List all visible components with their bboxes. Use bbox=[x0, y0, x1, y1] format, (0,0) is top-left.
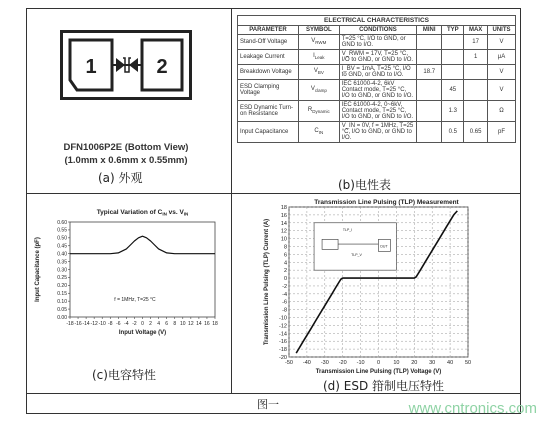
cell-unit: pF bbox=[488, 122, 516, 143]
cell-param: Stand-Off Voltage bbox=[238, 35, 299, 50]
cell-min: 18.7 bbox=[417, 65, 442, 80]
header-typ: TYP bbox=[442, 26, 464, 35]
table-row bbox=[238, 35, 516, 50]
x-tick-label: -4 bbox=[124, 321, 129, 327]
inset-label-tlp-v: TLP_V bbox=[351, 252, 362, 257]
x-tick-label: 18 bbox=[212, 321, 218, 327]
chart-title: Typical Variation of $C_{IN}$ vs. $V_{IN}$ bbox=[96, 209, 189, 217]
cell-unit: Ω bbox=[488, 101, 516, 122]
x-tick-label: 10 bbox=[179, 321, 186, 327]
y-tick-label: 8 bbox=[283, 244, 287, 251]
x-tick-label: 4 bbox=[157, 321, 161, 327]
cell-param: Input Capacitance bbox=[238, 122, 299, 143]
cell-min bbox=[417, 122, 442, 143]
cell-min bbox=[417, 101, 442, 122]
header-conditions: CONDITIONS bbox=[339, 26, 416, 35]
y-tick-label: 0.05 bbox=[57, 306, 67, 313]
y-tick-label: 0.15 bbox=[57, 291, 67, 298]
header-parameter: PARAMETER bbox=[238, 26, 299, 35]
cell-symbol: $V_{clamp}$ bbox=[298, 80, 339, 101]
cell-typ bbox=[442, 65, 464, 80]
y-tick-label: 0 bbox=[283, 276, 287, 283]
table-row bbox=[238, 101, 516, 122]
table-row bbox=[238, 80, 516, 101]
cell-typ: 45 bbox=[442, 80, 464, 101]
table-row bbox=[238, 65, 516, 80]
y-tick-label: 0.40 bbox=[57, 251, 67, 258]
cell-max: 0.65 bbox=[464, 122, 488, 143]
x-tick-label: -40 bbox=[302, 360, 311, 366]
tlp-schematic-inset bbox=[314, 223, 396, 270]
x-tick-label: -10 bbox=[98, 321, 106, 327]
y-tick-label: 0.00 bbox=[57, 314, 67, 321]
y-tick-label: 0.30 bbox=[57, 267, 67, 274]
cell-max bbox=[464, 80, 488, 101]
x-tick-label: -20 bbox=[338, 360, 347, 366]
cell-cond: V_RWM = 17V, T=25 °C, I/O to GND, or GND to I/O. bbox=[339, 50, 416, 65]
cell-symbol: $R_{Dynamic}$ bbox=[298, 101, 339, 122]
y-axis-label: Transmission Line Pulsing (TLP) Current (A) bbox=[264, 218, 270, 346]
cell-symbol: $C_{IN}$ bbox=[298, 122, 339, 143]
y-tick-label: 16 bbox=[280, 212, 287, 219]
y-tick-label: -8 bbox=[282, 307, 287, 314]
y-tick-label: -2 bbox=[282, 283, 287, 290]
x-tick-label: 10 bbox=[393, 360, 400, 366]
cell-unit: V bbox=[488, 35, 516, 50]
cell-typ bbox=[442, 50, 464, 65]
y-tick-label: 0.10 bbox=[57, 298, 67, 305]
caption-row-divider bbox=[26, 393, 521, 394]
x-axis-label: Transmission Line Pulsing (TLP) Voltage (V) bbox=[315, 369, 442, 375]
cell-max bbox=[464, 65, 488, 80]
cell-max bbox=[464, 101, 488, 122]
y-tick-label: 0.60 bbox=[57, 219, 67, 226]
cell-max: 1 bbox=[464, 50, 488, 65]
table-title: ELECTRICAL CHARACTERISTICS bbox=[238, 16, 516, 26]
watermark: www.cntronics.com bbox=[408, 400, 537, 417]
package-title: DFN1006P2E (Bottom View) bbox=[63, 142, 189, 153]
y-tick-label: -6 bbox=[282, 299, 287, 306]
x-tick-label: -50 bbox=[285, 360, 293, 366]
panel-b-caption: (b)电性表 bbox=[338, 178, 391, 192]
x-tick-label: 14 bbox=[196, 321, 202, 327]
x-tick-label: -2 bbox=[132, 321, 137, 327]
cell-symbol: $V_{BV}$ bbox=[298, 65, 339, 80]
x-tick-label: 0 bbox=[376, 360, 381, 366]
frame-horizontal-divider bbox=[26, 193, 521, 194]
cell-param: Breakdown Voltage bbox=[238, 65, 299, 80]
cell-cond: V_IN = 0V, f = 1MHz, T=25 °C, I/O to GND, or GND to I/O. bbox=[339, 122, 416, 143]
cell-max: 17 bbox=[464, 35, 488, 50]
y-tick-label: 0.45 bbox=[57, 243, 67, 250]
x-tick-label: 16 bbox=[204, 321, 210, 327]
inset-label-tlp-i: TLP_I bbox=[342, 227, 353, 232]
y-tick-label: 4 bbox=[283, 260, 287, 267]
table-row bbox=[238, 50, 516, 65]
header-max: MAX bbox=[464, 26, 488, 35]
header-min: MINI bbox=[417, 26, 442, 35]
y-tick-label: -12 bbox=[279, 323, 287, 330]
x-tick-label: -6 bbox=[116, 321, 121, 327]
header-symbol: SYMBOL bbox=[298, 26, 339, 35]
x-tick-label: -12 bbox=[90, 321, 98, 327]
panel-a-caption: (a) 外观 bbox=[98, 171, 143, 185]
x-axis-label: Input Voltage (V) bbox=[118, 330, 167, 336]
cell-typ bbox=[442, 35, 464, 50]
cell-min bbox=[417, 50, 442, 65]
y-tick-label: 0.35 bbox=[57, 259, 67, 266]
cell-symbol: $V_{RWM}$ bbox=[298, 35, 339, 50]
package-drawing bbox=[60, 30, 192, 100]
chart-title: Transmission Line Pulsing (TLP) Measurement bbox=[314, 199, 459, 206]
cell-param: ESD Clamping Voltage bbox=[238, 80, 299, 101]
y-tick-label: -20 bbox=[279, 355, 287, 361]
pulse-source-box bbox=[322, 239, 338, 249]
x-tick-label: 50 bbox=[464, 360, 472, 366]
panel-c-caption: (c)电容特性 bbox=[92, 368, 156, 382]
y-tick-label: 10 bbox=[280, 236, 287, 243]
pin1-label: 1 bbox=[85, 56, 97, 78]
cell-cond: T=25 °C, I/O to GND, or GND to I/O. bbox=[339, 35, 416, 50]
x-tick-label: -8 bbox=[108, 321, 113, 327]
y-tick-label: 18 bbox=[280, 205, 287, 211]
x-tick-label: 8 bbox=[173, 321, 177, 327]
x-tick-label: -18 bbox=[66, 321, 74, 327]
table-row bbox=[238, 122, 516, 143]
cell-unit: V bbox=[488, 80, 516, 101]
x-tick-label: 12 bbox=[188, 321, 194, 327]
x-tick-label: 0 bbox=[141, 321, 144, 327]
tlp-chart bbox=[262, 196, 521, 376]
cell-cond: IEC 61000-4-2, 6kV Contact mode, T=25 °C, I/O to GND, or GND to I/O. bbox=[339, 80, 416, 101]
cell-typ: 1.3 bbox=[442, 101, 464, 122]
cell-unit: V bbox=[488, 65, 516, 80]
chart-annotation: f = 1MHz, T=25 °C bbox=[114, 297, 156, 304]
panel-d-caption: (d) ESD 箝制电压特性 bbox=[323, 379, 445, 393]
y-tick-label: 14 bbox=[280, 220, 287, 227]
y-tick-label: -10 bbox=[279, 315, 287, 322]
package-dimensions: (1.0mm x 0.6mm x 0.55mm) bbox=[64, 155, 188, 166]
electrical-characteristics-table bbox=[237, 15, 516, 143]
inset-label-dut: DUT bbox=[380, 244, 388, 249]
cell-typ: 0.5 bbox=[442, 122, 464, 143]
y-tick-label: -14 bbox=[279, 331, 287, 338]
y-tick-label: 2 bbox=[283, 268, 287, 275]
x-tick-label: -10 bbox=[356, 360, 365, 366]
table-header-row bbox=[238, 26, 516, 35]
cell-param: ESD Dynamic Turn-on Resistance bbox=[238, 101, 299, 122]
y-axis-label: Input Capacitance (pF) bbox=[35, 237, 41, 302]
y-tick-label: 0.50 bbox=[57, 235, 67, 242]
x-tick-label: -30 bbox=[320, 360, 329, 366]
cell-param: Leakage Current bbox=[238, 50, 299, 65]
y-tick-label: -4 bbox=[282, 291, 287, 298]
capacitance-chart bbox=[30, 200, 228, 360]
cell-unit: μA bbox=[488, 50, 516, 65]
cell-min bbox=[417, 80, 442, 101]
cell-cond: IEC 61000-4-2, 0~6kV, Contact mode, T=25 °C, I/O to GND, or GND to I/O. bbox=[339, 101, 416, 122]
y-tick-label: 0.55 bbox=[57, 227, 67, 234]
cell-symbol: $I_{Leak}$ bbox=[298, 50, 339, 65]
frame-vertical-divider bbox=[231, 8, 232, 393]
x-tick-label: 40 bbox=[447, 360, 454, 366]
y-tick-label: -18 bbox=[279, 347, 287, 354]
x-tick-label: -14 bbox=[82, 321, 90, 327]
figure-caption: 图一 bbox=[257, 398, 279, 411]
cell-cond: I_BV = 1mA, T=25 °C, I/O to GND, or GND to I/O. bbox=[339, 65, 416, 80]
y-tick-label: 0.20 bbox=[57, 283, 67, 290]
y-tick-label: -16 bbox=[279, 339, 287, 346]
x-tick-label: 2 bbox=[149, 321, 152, 327]
x-tick-label: 6 bbox=[165, 321, 169, 327]
capacitance-series-line bbox=[70, 236, 215, 254]
x-tick-label: -16 bbox=[74, 321, 82, 327]
y-tick-label: 6 bbox=[283, 252, 287, 259]
y-tick-label: 0.25 bbox=[57, 275, 67, 282]
cell-min bbox=[417, 35, 442, 50]
header-units: UNITS bbox=[488, 26, 516, 35]
x-tick-label: 30 bbox=[429, 360, 436, 366]
x-tick-label: 20 bbox=[411, 360, 418, 366]
pin2-label: 2 bbox=[156, 56, 168, 78]
y-tick-label: 12 bbox=[280, 228, 287, 235]
